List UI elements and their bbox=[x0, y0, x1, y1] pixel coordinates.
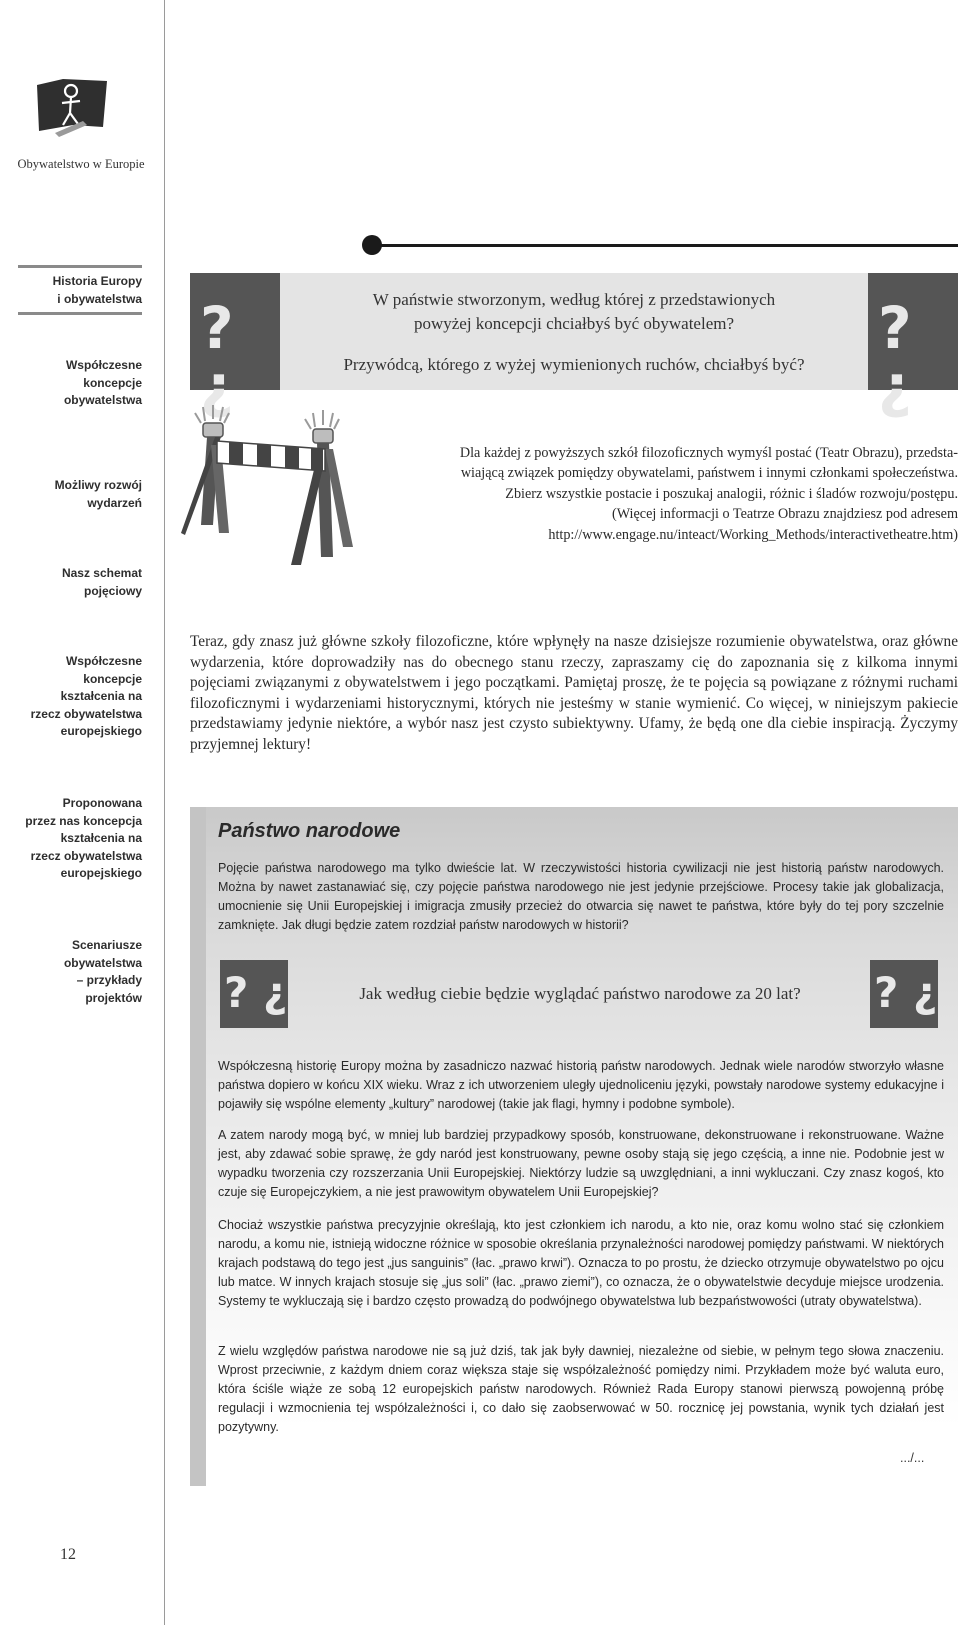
sidebar-item-scenarios[interactable] bbox=[18, 937, 142, 1007]
road-barrier-icon bbox=[177, 405, 359, 585]
question-marks-icon: ? ¿ bbox=[878, 294, 912, 420]
panel-paragraph: Współczesną historię Europy można by zasadniczo nazwać historią państw narodowych. Jednak wiele narodów stworzyło własne państwa dopiero w końcu XIX wieku. Wraz z ich utworzeniem uległy ujednoliceniu języki, powstały narodowe systemy edukacyjne i pojawiły się wspólne elementy „kultury” narodowej (takie jak flagi, hymny i podobne symbole). bbox=[218, 1059, 944, 1111]
panel-paragraph: A zatem narody mogą być, w mniej lub bardziej przypadkowy sposób, konstruowane, dekonstruowane i rekonstruowane. Ważne jest, aby zdawać sobie sprawę, że gdy naród jest konstruowany, pewne osoby stają się jego częścią, a inne nie. Podobnie jest w wypadku tworzenia czy rozszerzania Unii Europejskiej. Niektórzy ludzie są uwzględniani, a inni wykluczani. Czy znasz kogoś, kto czuje się Europejczykiem, a nie jest prawowitym obywatelem Unii Europejskiej? bbox=[218, 1128, 944, 1199]
panel-paragraph: Z wielu względów państwa narodowe nie są już dziś, tak jak były dawniej, niezależne od siebie, w pełnym tego słowa znaczeniu. Wprost przeciwnie, z każdym dniem coraz większa staje się współzależność pomiędzy nimi. Przykładem może być waluta euro, która ściśle wiąże ze sobą 12 europejskich państw narodowych. Również Rada Europy stanowi pierwszą powojenną próbę regulacji i wzmocnienia tej współzależności i, co dało się zaobserwować w 50. rocznicę jej powstania, wynik tych działań jest pozytywny. bbox=[218, 1344, 944, 1434]
panel-paragraph: Chociaż wszystkie państwa precyzyjnie określają, kto jest członkiem ich narodu, a kto nie, oraz komu wolno stać się członkiem narodu, a komu nie, istnieją widoczne różnice w sposobie określania przynależności narodowej pomiędzy państwami. W niektórych krajach podstawą do tego jest „jus sanguinis” (łac. „prawo krwi”). Oznacza to po prostu, że dziecko otrzymuje obywatelstwo po ojcu lub matce. W innych krajach stosuje się „jus soli” (łac. „prawo ziemi”), co oznacza, że o obywatelstwie decyduje miejsce urodzenia. Systemy te wykluczają się i bardzo często prowadzą do podwójnego obywatelstwa lub bezpaństwowości (utraty obywatelstwa). bbox=[218, 1218, 944, 1308]
timeline-line bbox=[375, 244, 958, 247]
panel-intro: Pojęcie państwa narodowego ma tylko dwieście lat. W rzeczywistości historia cywilizacji nie jest historią państw narodowych. Można by nawet zastanawiać się, czy pojęcie państwa narodowego nie jest jedynie przejściowe. Procesy takie jak globalizacja, umocnienie się Unii Europejskiej i imigracja zmusiły przecież do otwarcia się nawet te państwa, które były do tej pory szczelnie zamknięte. Jak długi będzie zatem rozdział państw narodowych w historii? bbox=[218, 861, 944, 932]
sidebar-item-history[interactable] bbox=[18, 265, 142, 315]
sidebar-item-label: Możliwy rozwój wydarzeń bbox=[54, 478, 142, 510]
text-line: Dla każdej z powyższych szkół filozoficznych wymyśl postać (Teatr Obrazu), przedsta- bbox=[459, 445, 958, 461]
series-title: Obywatelstwo w Europie bbox=[17, 157, 145, 171]
question-marks-icon: ? ¿ bbox=[224, 968, 288, 1017]
sidebar-item-possible-developments[interactable] bbox=[18, 477, 142, 512]
sidebar-item-label: Współczesne koncepcje kształcenia na rzecz obywatelstwa europejskiego bbox=[30, 654, 142, 738]
panel-question: Jak według ciebie będzie wyglądać państwo narodowe za 20 lat? bbox=[359, 984, 801, 1003]
sidebar-item-label: Proponowana przez nas koncepcja kształcenia na rzecz obywatelstwa europejskiego bbox=[25, 796, 142, 880]
sidebar-item-proposed-concept[interactable] bbox=[18, 795, 142, 883]
sidebar-divider bbox=[164, 0, 165, 1625]
question-box-right bbox=[868, 273, 958, 420]
text-line: (Więcej informacji o Teatrze Obrazu znajdziesz pod adresem bbox=[612, 506, 958, 523]
sidebar-item-label: Nasz schemat pojęciowy bbox=[61, 566, 142, 598]
question-box-left bbox=[190, 273, 280, 420]
intro-paragraph: Teraz, gdy znasz już główne szkoły filozoficzne, które wpłynęły na nasze dzisiejsze rozumienie obywatelstwa, oraz główne wydarzenia, które doprowadziły nas do obecnego stanu rzeczy, zapraszamy cię do zapoznania się z kilkoma innymi pojęciami związanymi z obywatelstwem i jego początkami. Pamiętaj proszę, że te pojęcia są powiązane z różnymi ruchami filozoficznymi i wydarzeniami historycznymi, których nie jesteśmy w stanie wymienić. Co więcej, w niniejszym pakiecie przedstawiamy jedynie niektóre, a wybór nasz jest czysto subiektywny. Ufamy, że będą one dla ciebie inspiracją. Życzymy przyjemnej lektury! bbox=[190, 633, 958, 753]
question-marks-icon: ? ¿ bbox=[874, 968, 938, 1017]
sidebar-item-label: Scenariusze obywatelstwa – przykłady projektów bbox=[63, 938, 142, 1005]
sidebar-item-contemporary-concepts[interactable] bbox=[18, 357, 142, 410]
theatre-link[interactable]: http://www.engage.nu/inteact/Working_Methods/interactivetheatre.htm) bbox=[548, 526, 958, 543]
page-number: 12 bbox=[60, 1546, 76, 1563]
sidebar-item-education-concepts[interactable] bbox=[18, 653, 142, 741]
sidebar-item-label: Współczesne koncepcje obywatelstwa bbox=[63, 358, 142, 407]
flag-figure-logo-icon bbox=[33, 77, 111, 139]
sidebar-item-label: Historia Europy i obywatelstwa bbox=[52, 274, 142, 306]
panel-title: Państwo narodowe bbox=[218, 820, 401, 842]
continuation-mark: .../... bbox=[900, 1451, 925, 1465]
question-line-1: W państwie stworzonym, według której z przedstawionych bbox=[372, 290, 776, 309]
question-line-2: powyżej koncepcji chciałbyś być obywatelem? bbox=[413, 314, 735, 333]
panel-side-strip bbox=[190, 807, 206, 1486]
question-line-3: Przywódcą, którego z wyżej wymienionych ruchów, chciałbyś być? bbox=[343, 355, 805, 374]
sidebar-item-conceptual-scheme[interactable] bbox=[18, 565, 142, 600]
text-line: wiającą związek pomiędzy obywatelami, państwem i innymi członkami społeczeństwa. bbox=[460, 465, 958, 482]
question-marks-icon: ? ¿ bbox=[200, 294, 234, 420]
theatre-exercise-text bbox=[378, 443, 958, 545]
panel-question-row bbox=[220, 960, 940, 1030]
text-line: Zbierz wszystkie postacie i poszukaj analogii, różnic i śladów rozwoju/postępu. bbox=[505, 485, 958, 502]
